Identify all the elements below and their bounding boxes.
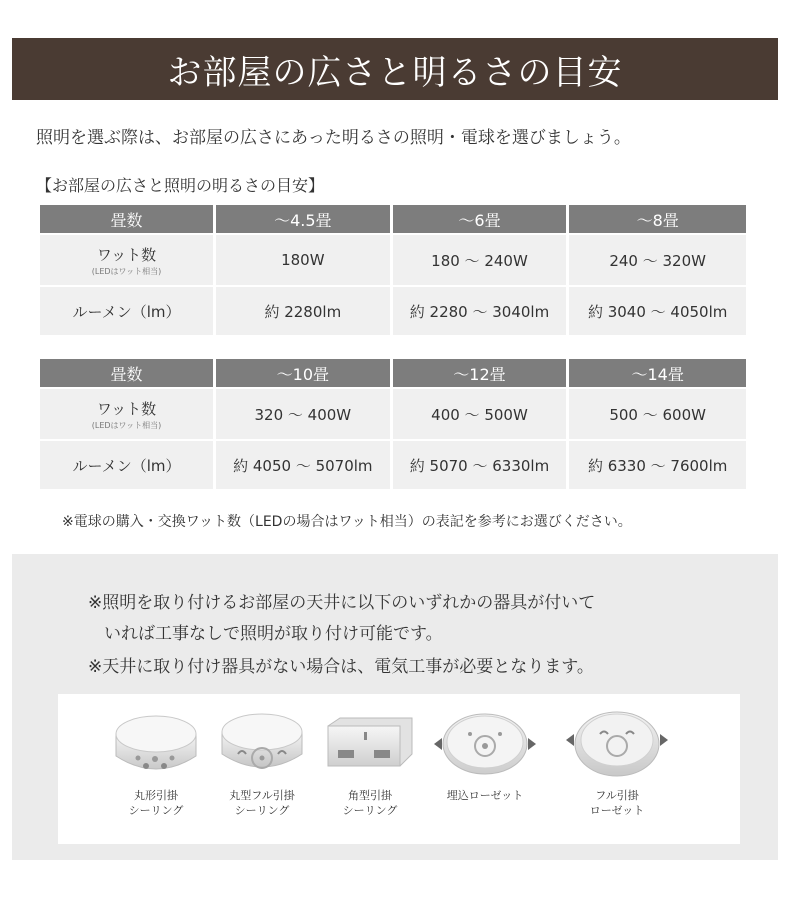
watt-cell: 320 ～ 400W bbox=[216, 387, 393, 439]
watt-cell: 180 ～ 240W bbox=[393, 233, 570, 285]
fixture-label-line: フル引掛 bbox=[595, 789, 639, 802]
header-cell: ～12畳 bbox=[393, 359, 570, 387]
full-hook-rosette-icon bbox=[562, 704, 672, 784]
page-title: お部屋の広さと明るさの目安 bbox=[167, 52, 623, 93]
fixture-label-line: シーリング bbox=[342, 804, 398, 817]
watt-cell: 500 ～ 600W bbox=[569, 387, 746, 439]
lumen-row bbox=[40, 285, 746, 335]
brightness-table-1 bbox=[40, 205, 746, 335]
watt-label: ワット数 bbox=[96, 245, 157, 264]
watt-label: ワット数 bbox=[96, 399, 157, 418]
watt-cell: 400 ～ 500W bbox=[393, 387, 570, 439]
watt-note: (LEDはワット相当) bbox=[91, 266, 162, 276]
header-cell: 畳数 bbox=[40, 205, 216, 233]
lumen-row bbox=[40, 439, 746, 489]
watt-cell: 240 ～ 320W bbox=[569, 233, 746, 285]
square-ceiling-fixture-icon bbox=[322, 704, 418, 784]
fixture-label-line: 埋込ローゼット bbox=[446, 789, 524, 802]
install-note-line-2: いれば工事なしで照明が取り付け可能です。 bbox=[104, 624, 443, 644]
watt-row bbox=[40, 233, 746, 285]
table-heading: 【お部屋の広さと照明の明るさの目安】 bbox=[36, 176, 325, 195]
fixture-label-line: ローゼット bbox=[589, 804, 645, 817]
header-cell: ～4.5畳 bbox=[216, 205, 393, 233]
header-cell: ～10畳 bbox=[216, 359, 393, 387]
lumen-cell: 約 2280 ～ 3040lm bbox=[393, 285, 570, 335]
header-cell: ～8畳 bbox=[569, 205, 746, 233]
install-note-line-3: ※天井に取り付け器具がない場合は、電気工事が必要となります。 bbox=[88, 657, 594, 677]
lumen-label: ルーメン（lm） bbox=[40, 285, 216, 335]
fixture-label-line: 丸形引掛 bbox=[134, 789, 178, 802]
fixture-embedded-rosette bbox=[430, 704, 540, 803]
round-ceiling-fixture-icon bbox=[108, 704, 204, 784]
round-full-ceiling-fixture-icon bbox=[214, 704, 310, 784]
watt-cell: 180W bbox=[216, 233, 393, 285]
lumen-cell: 約 5070 ～ 6330lm bbox=[393, 439, 570, 489]
fixture-round-full-hook-ceiling bbox=[214, 704, 310, 818]
fixture-gallery bbox=[58, 694, 740, 844]
intro-text: 照明を選ぶ際は、お部屋の広さにあった明るさの照明・電球を選びましょう。 bbox=[36, 128, 631, 148]
lumen-label: ルーメン（lm） bbox=[40, 439, 216, 489]
watt-row-label bbox=[40, 387, 216, 439]
purchase-note: ※電球の購入・交換ワット数（LEDの場合はワット相当）の表記を参考にお選びください。 bbox=[62, 514, 632, 530]
fixture-label-line: 丸型フル引掛 bbox=[229, 789, 295, 802]
installation-info-box bbox=[12, 554, 778, 860]
page-title-banner bbox=[12, 38, 778, 100]
watt-row bbox=[40, 387, 746, 439]
header-cell: ～6畳 bbox=[393, 205, 570, 233]
table-header-row bbox=[40, 205, 746, 233]
watt-row-label bbox=[40, 233, 216, 285]
lumen-cell: 約 3040 ～ 4050lm bbox=[569, 285, 746, 335]
header-cell: ～14畳 bbox=[569, 359, 746, 387]
table-header-row bbox=[40, 359, 746, 387]
watt-note: (LEDはワット相当) bbox=[91, 420, 162, 430]
lumen-cell: 約 2280lm bbox=[216, 285, 393, 335]
lumen-cell: 約 6330 ～ 7600lm bbox=[569, 439, 746, 489]
fixture-label-line: シーリング bbox=[128, 804, 184, 817]
header-cell: 畳数 bbox=[40, 359, 216, 387]
fixture-full-hook-rosette bbox=[562, 704, 672, 818]
lumen-cell: 約 4050 ～ 5070lm bbox=[216, 439, 393, 489]
brightness-table-2 bbox=[40, 359, 746, 489]
install-note-line-1: ※照明を取り付けるお部屋の天井に以下のいずれかの器具が付いて bbox=[88, 593, 596, 613]
fixture-label-line: 角型引掛 bbox=[348, 789, 392, 802]
fixture-label-line: シーリング bbox=[234, 804, 290, 817]
embedded-rosette-icon bbox=[430, 704, 540, 784]
fixture-square-hook-ceiling bbox=[322, 704, 418, 818]
fixture-round-hook-ceiling bbox=[108, 704, 204, 818]
